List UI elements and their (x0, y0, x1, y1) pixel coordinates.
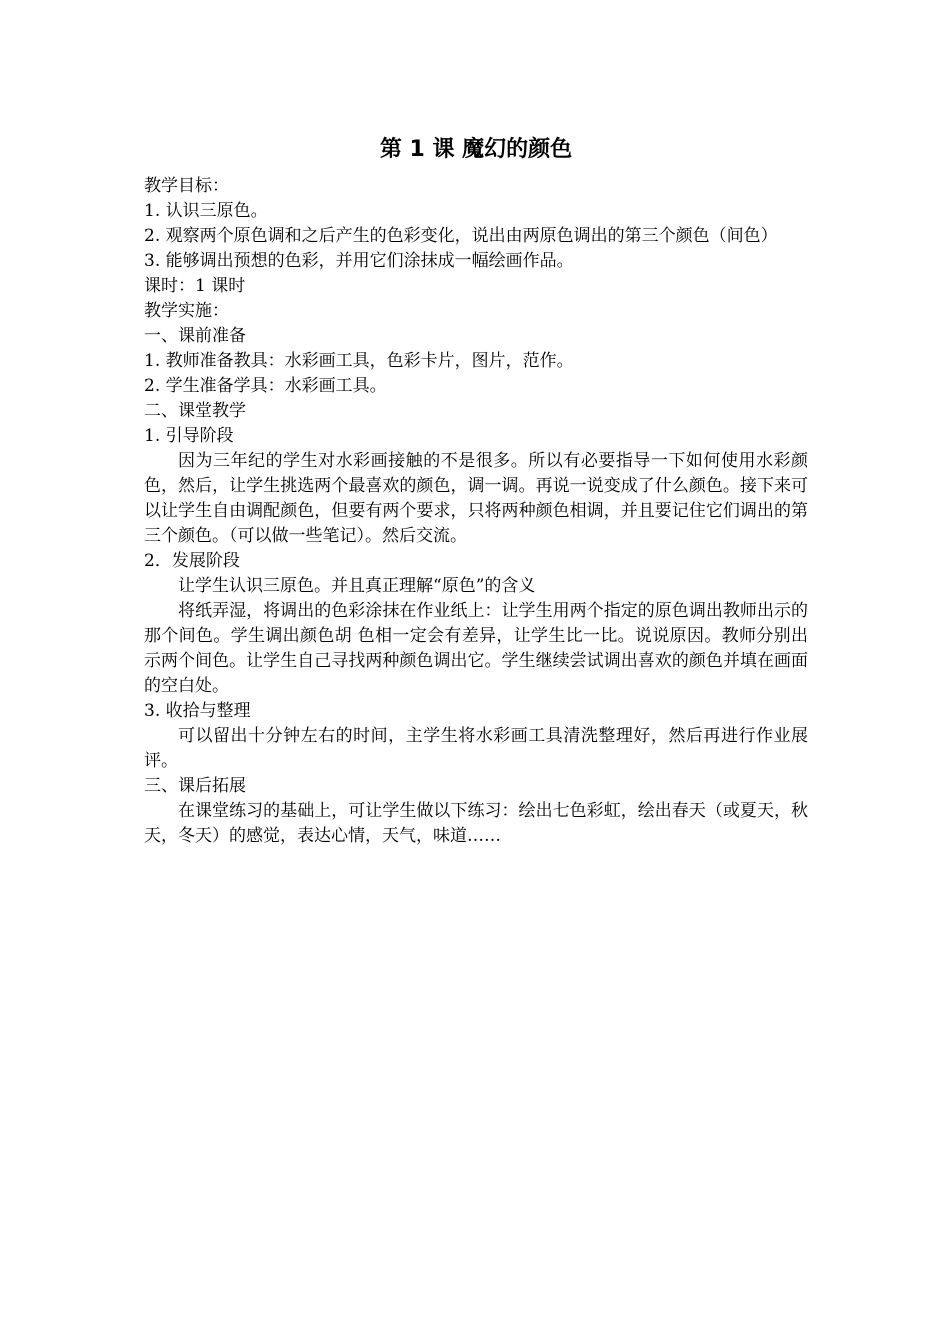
prep-item: 2. 学生准备学具：水彩画工具。 (144, 376, 387, 396)
stage-paragraph: 将纸弄湿，将调出的色彩涂抹在作业纸上：让学生用两个指定的原色调出教师出示的那个间色。学生调出颜色胡 色相一定会有差异，让学生比一比。说说原因。教师分别出示两个间色。让学生自己寻找两种颜色调出它。学生继续尝试调出喜欢的颜色并填在画面的空白处。 (144, 601, 808, 696)
prep-item: 1. 教师准备教具：水彩画工具，色彩卡片，图片，范作。 (144, 351, 574, 371)
implementation-heading: 教学实施： (144, 301, 229, 321)
objective-item: 3. 能够调出预想的色彩，并用它们涂抹成一幅绘画作品。 (144, 251, 574, 271)
objective-item: 2. 观察两个原色调和之后产生的色彩变化，说出由两原色调出的第三个颜色（间色） (144, 226, 778, 246)
objective-item: 1. 认识三原色。 (144, 201, 268, 221)
objectives-heading: 教学目标： (144, 176, 229, 196)
stage-paragraph: 因为三年纪的学生对水彩画接触的不是很多。所以有必要指导一下如何使用水彩颜色，然后，让学生挑选两个最喜欢的颜色，调一调。再说一说变成了什么颜色。接下来可以让学生自由调配颜色，但要有两个要求，只将两种颜色相调，并且要记住它们调出的第三个颜色。（可以做一些笔记）。然后交流。 (144, 451, 808, 546)
stage-heading: 3. 收拾与整理 (144, 701, 251, 721)
stage-heading: 2．发展阶段 (144, 551, 240, 571)
lesson-time: 课时：1 课时 (144, 276, 246, 296)
section-heading: 二、课堂教学 (144, 401, 246, 421)
extension-paragraph: 在课堂练习的基础上，可让学生做以下练习：绘出七色彩虹，绘出春天（或夏天，秋天，冬天）的感觉，表达心情，天气，味道…… (144, 801, 808, 846)
stage-paragraph: 可以留出十分钟左右的时间，主学生将水彩画工具清洗整理好，然后再进行作业展评。 (144, 726, 808, 771)
section-heading: 三、课后拓展 (144, 776, 246, 796)
page-title: 第 1 课 魔幻的颜色 (379, 137, 573, 162)
stage-paragraph: 让学生认识三原色。并且真正理解“原色”的含义 (178, 576, 536, 596)
stage-heading: 1. 引导阶段 (144, 426, 234, 446)
section-heading: 一、课前准备 (144, 326, 246, 346)
document-body (144, 132, 808, 849)
